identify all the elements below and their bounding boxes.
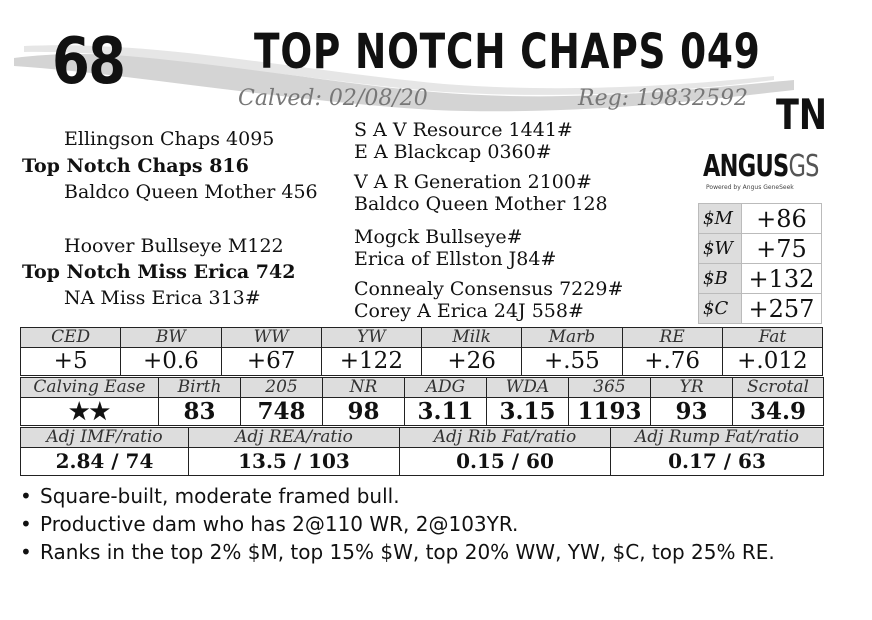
epd-value: +0.6 [121, 348, 221, 376]
dollar-row [699, 234, 822, 264]
performance-value: 3.11 [405, 398, 487, 426]
performance-header: ADG [405, 378, 487, 398]
epd-header: Marb [522, 328, 622, 348]
dollar-row [699, 204, 822, 234]
performance-value-row [21, 398, 824, 426]
dollar-label: $W [699, 234, 742, 264]
note-item: • Square-built, moderate framed bull. [20, 482, 820, 510]
epd-header-row [21, 328, 823, 348]
performance-value: 1193 [569, 398, 651, 426]
performance-table [20, 377, 824, 426]
ultrasound-value: 13.5 / 103 [189, 448, 400, 476]
pedigree-dam: Top Notch Miss Erica 742 [22, 261, 296, 283]
ultrasound-value-row [21, 448, 824, 476]
dollar-label: $M [699, 204, 742, 234]
performance-value: 98 [323, 398, 405, 426]
dollar-row [699, 294, 822, 324]
dollar-label: $B [699, 264, 742, 294]
epd-value: +67 [221, 348, 321, 376]
ultrasound-header: Adj IMF/ratio [21, 428, 189, 448]
angus-logo-suffix: GS [788, 149, 819, 184]
epd-header: WW [221, 328, 321, 348]
performance-value: 83 [159, 398, 241, 426]
calved-date: Calved: 02/08/20 [238, 86, 428, 111]
performance-header-row [21, 378, 824, 398]
epd-header: BW [121, 328, 221, 348]
dollar-value: +132 [742, 264, 822, 294]
pedigree-sds-dam: Baldco Queen Mother 128 [354, 193, 608, 215]
ultrasound-header: Adj Rump Fat/ratio [611, 428, 824, 448]
pedigree-dds-dam: Corey A Erica 24J 558# [354, 300, 584, 322]
epd-header: YW [321, 328, 421, 348]
state-code: TN [776, 90, 828, 139]
ultrasound-header: Adj REA/ratio [189, 428, 400, 448]
ultrasound-table [20, 427, 824, 476]
calving-ease-stars: ★★ [21, 398, 159, 426]
performance-value: 3.15 [487, 398, 569, 426]
epd-value: +122 [321, 348, 421, 376]
registration-number: Reg: 19832592 [578, 86, 749, 111]
performance-value: 93 [651, 398, 733, 426]
performance-header: NR [323, 378, 405, 398]
dollar-value: +75 [742, 234, 822, 264]
note-item: • Productive dam who has 2@110 WR, 2@103YR. [20, 510, 820, 538]
notes-list [20, 482, 820, 566]
epd-value: +.012 [722, 348, 822, 376]
pedigree-dss-dam: Erica of Ellston J84# [354, 248, 557, 270]
ultrasound-header: Adj Rib Fat/ratio [400, 428, 611, 448]
pedigree-sds-sire: V A R Generation 2100# [354, 171, 592, 193]
angus-logo [703, 149, 819, 184]
pedigree-dds-sire: Connealy Consensus 7229# [354, 278, 624, 300]
performance-value: 748 [241, 398, 323, 426]
epd-header: Fat [722, 328, 822, 348]
dollar-index-table [698, 203, 822, 324]
performance-header: YR [651, 378, 733, 398]
epd-header: RE [622, 328, 722, 348]
pedigree-sss-dam: E A Blackcap 0360# [354, 141, 552, 163]
dollar-value: +86 [742, 204, 822, 234]
pedigree-sss-sire: S A V Resource 1441# [354, 119, 573, 141]
angus-logo-tagline: Powered by Angus GeneSeek [706, 184, 794, 191]
pedigree-sire-dam: Baldco Queen Mother 456 [64, 181, 318, 203]
epd-value: +5 [21, 348, 121, 376]
dollar-row [699, 264, 822, 294]
pedigree-dam-sire: Hoover Bullseye M122 [64, 235, 284, 257]
angus-logo-text: ANGUS [703, 149, 789, 184]
ultrasound-value: 0.15 / 60 [400, 448, 611, 476]
epd-value-row [21, 348, 823, 376]
epd-header: Milk [422, 328, 522, 348]
dollar-label: $C [699, 294, 742, 324]
ultrasound-value: 0.17 / 63 [611, 448, 824, 476]
pedigree-sire: Top Notch Chaps 816 [22, 155, 249, 177]
epd-value: +.55 [522, 348, 622, 376]
performance-header: 365 [569, 378, 651, 398]
epd-value: +.76 [622, 348, 722, 376]
performance-header: Scrotal [733, 378, 824, 398]
epd-table [20, 327, 823, 376]
pedigree-dam-dam: NA Miss Erica 313# [64, 287, 261, 309]
performance-header: Calving Ease [21, 378, 159, 398]
performance-value: 34.9 [733, 398, 824, 426]
performance-header: 205 [241, 378, 323, 398]
performance-header: Birth [159, 378, 241, 398]
animal-name: TOP NOTCH CHAPS 049 [254, 24, 761, 80]
pedigree-dss-sire: Mogck Bullseye# [354, 226, 523, 248]
epd-header: CED [21, 328, 121, 348]
ultrasound-header-row [21, 428, 824, 448]
dollar-value: +257 [742, 294, 822, 324]
ultrasound-value: 2.84 / 74 [21, 448, 189, 476]
pedigree-sire-sire: Ellingson Chaps 4095 [64, 128, 275, 150]
lot-number: 68 [52, 25, 125, 99]
epd-value: +26 [422, 348, 522, 376]
performance-header: WDA [487, 378, 569, 398]
note-item: • Ranks in the top 2% $M, top 15% $W, top 20% WW, YW, $C, top 25% RE. [20, 538, 820, 566]
